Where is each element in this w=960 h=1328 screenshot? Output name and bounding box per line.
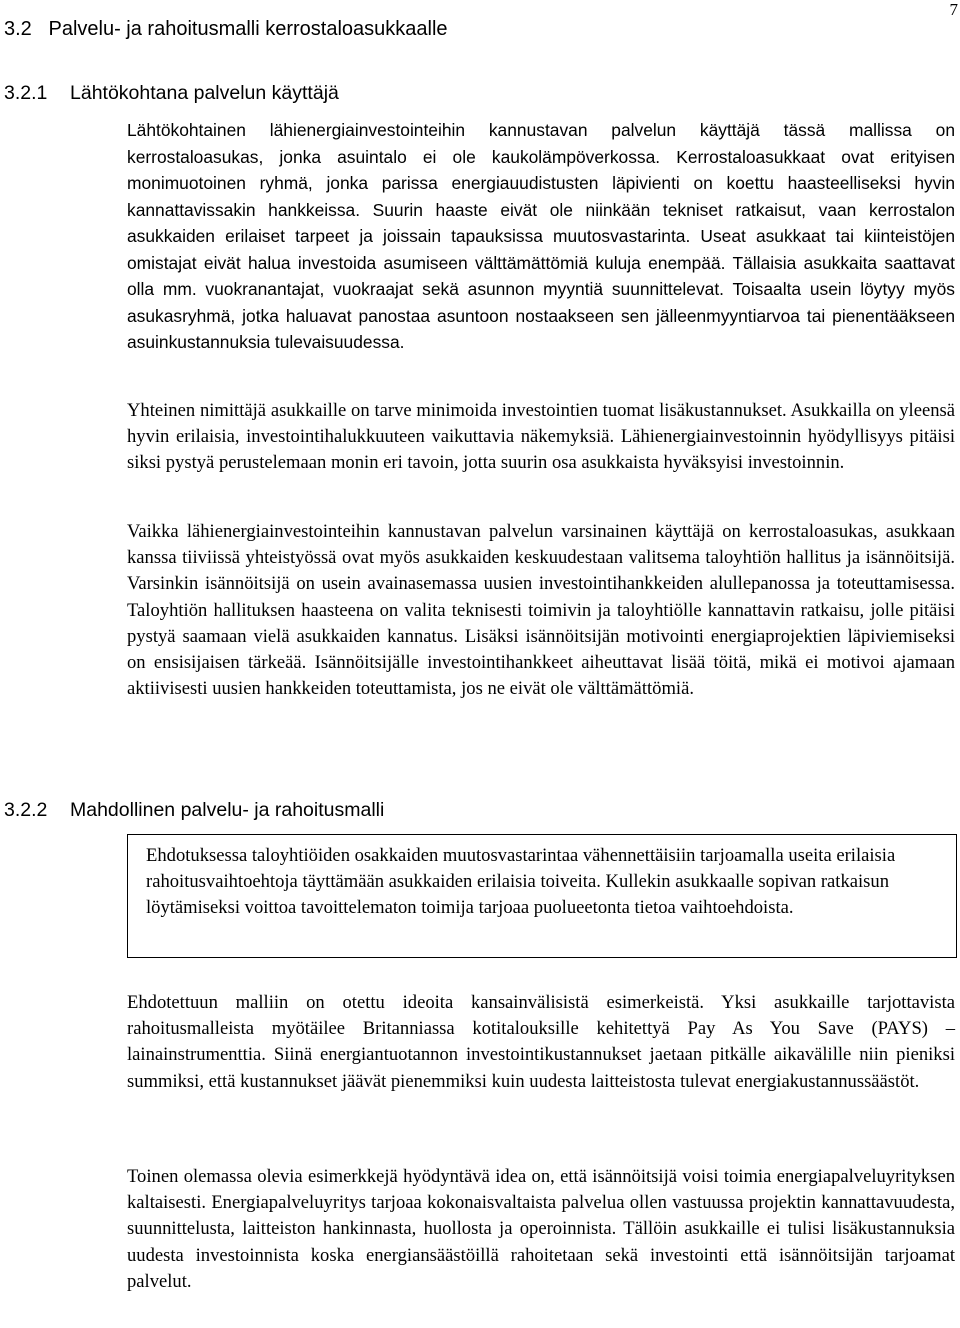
subsection-title: Mahdollinen palvelu- ja rahoitusmalli bbox=[70, 799, 385, 821]
paragraph-pays-model: Ehdotettuun malliin on otettu ideoita kansainvälisistä esimerkeistä. Yksi asukkaille tarjottavista rahoitusmalleista myötäilee Britanniassa kotitalouksille kehitettyä Pay As You Save (PAYS) – lainainstrumenttia. Siinä energiantuotannon investointikustannukset jaetaan pitkälle aikavälille niin pieniksi summiksi, että kustannukset jäävät pienemmiksi kuin uudesta laitteistosta tulevat energiakustannussäästöt. bbox=[127, 992, 955, 1092]
paragraph-housing-board: Vaikka lähienergiainvestointeihin kannustavan palvelun varsinainen käyttäjä on kerrostaloasukas, asukkaan kanssa tiiviissä yhteistyössä ovat myös asukkaiden keskuudestaan valitsema taloyhtiön hallitus ja isännöitsijä. Varsinkin isännöitsijä on usein avainasemassa uusien investointihankkeiden alullepanossa ja toteuttamisessa. Taloyhtiön hallituksen haasteena on valita teknisesti toimivin ja taloyhtiölle kannattavin ratkaisu, jolle pitäisi pystyä saamaan vielä asukkaiden kannatus. Lisäksi isännöitsijän motivointi energiaprojektien läpiviemiseksi on ensisijaisen tärkeää. Isännöitsijälle investointihankkeet aiheuttavat lisää töitä, mikä ei motivoi ajamaan aktiivisesti uusien hankkeiden toteuttamista, jos ne eivät ole välttämättömiä. bbox=[127, 521, 955, 700]
proposal-summary-box bbox=[127, 834, 957, 958]
section-heading bbox=[4, 18, 448, 41]
paragraph-user-description: Lähtökohtainen lähienergiainvestointeihin kannustavan palvelun käyttäjä tässä mallissa on kerrostaloasukas, jonka asuintalo ei ole kaukolämpöverkossa. Kerrostaloasukkaat ovat erityisen monimuotoinen ryhmä, jonka parissa energiauudistusten läpivienti on koettu haasteelliseksi hyvin kannattavissakin hankkeissa. Suurin haaste eivät ole niinkään tekniset ratkaisut, vaan kerrostalon asukkaiden erilaiset tarpeet ja joissain tapauksissa muutosvastarinta. Useat asukkaat tai kiinteistöjen omistajat eivät halua investoida asumiseen välttämättömiä kuluja enempää. Tällaisia asukkaita saattavat olla mm. vuokranantajat, vuokraajat sekä asunnon myyntiä suunnittelevat. Toisaalta usein löytyy myös asukasryhmä, jotka haluavat panostaa asuntoon nostaakseen sen jälleenmyyntiarvoa tai pienentääkseen asuinkustannuksia tulevaisuudessa. bbox=[127, 120, 955, 352]
section-number: 3.2 bbox=[4, 18, 32, 40]
subsection-title: Lähtökohtana palvelun käyttäjä bbox=[70, 82, 339, 104]
subsection-number: 3.2.2 bbox=[4, 799, 48, 821]
subsection-number: 3.2.1 bbox=[4, 82, 48, 104]
page-number: 7 bbox=[949, 0, 958, 19]
paragraph-common-denominator: Yhteinen nimittäjä asukkaille on tarve minimoida investointien tuomat lisäkustannukset. Asukkailla on yleensä hyvin erilaisia, investointihalukkuuteen vaikuttavia näkemyksiä. Lähienergiainvestoinnin hyödyllisyys pitäisi siksi pystyä perustelemaan monin eri tavoin, jotta suurin osa asukkaista hyväksyisi investoinnin. bbox=[127, 400, 955, 474]
subsection-heading-3-2-1 bbox=[4, 82, 339, 105]
section-title: Palvelu- ja rahoitusmalli kerrostaloasukkaalle bbox=[48, 18, 448, 40]
paragraph-energy-service: Toinen olemassa olevia esimerkkejä hyödyntävä idea on, että isännöitsijä voisi toimia energiapalveluyrityksen kaltaisesti. Energiapalveluyritys tarjoaa kokonaisvaltaista palvelua ollen vastuussa projektin kannattavuudesta, suunnittelusta, laitteiston hankinnasta, huollosta ja operoinnista. Tällöin asukkaille ei tulisi lisäkustannuksia uudesta investoinnista koska energiansäästöillä rahoitetaan sekä investointi että isännöitsijän tarjoamat palvelut. bbox=[127, 1166, 955, 1292]
subsection-heading-3-2-2 bbox=[4, 799, 384, 822]
proposal-summary-text: Ehdotuksessa taloyhtiöiden osakkaiden muutosvastarintaa vähennettäisiin tarjoamalla useita erilaisia rahoitusvaihtoehtoja täyttämään asukkaiden erilaisia toiveita. Kullekin asukkaalle sopivan ratkaisun löytämiseksi voittoa tavoittelematon toimija tarjoaa puolueetonta tietoa vaihtoehdoista. bbox=[146, 845, 896, 919]
